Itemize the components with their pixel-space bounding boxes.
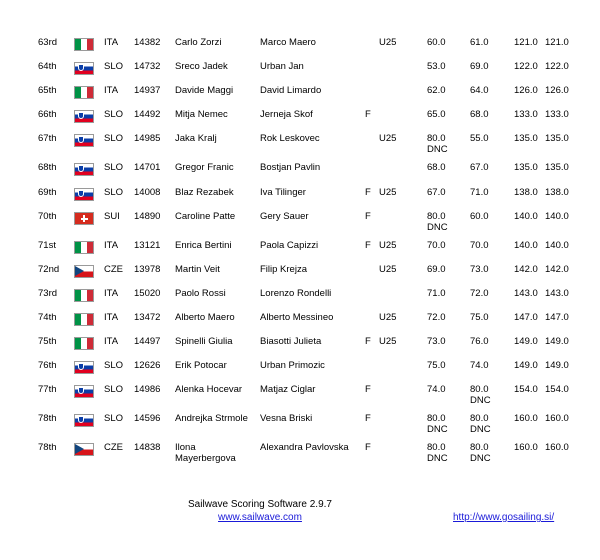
race2-score: 76.0 xyxy=(470,336,489,347)
race2-cell xyxy=(470,162,489,173)
nation-cell: SLO xyxy=(104,133,124,144)
sail-number-cell: 14008 xyxy=(134,187,161,198)
race2-score: 75.0 xyxy=(470,312,489,323)
crew-name-cell: Urban Jan xyxy=(260,61,304,72)
total-cell: 126.0 xyxy=(514,85,538,96)
total-cell: 160.0 xyxy=(514,413,538,424)
flag-cze-icon xyxy=(74,443,94,456)
rank-cell: 76th xyxy=(38,360,57,371)
result-row xyxy=(0,240,600,264)
helm-name-cell: Sreco Jadek xyxy=(175,61,228,72)
flag-ita-icon xyxy=(74,289,94,302)
flag-slo-icon xyxy=(74,414,94,427)
race1-score: 72.0 xyxy=(427,312,446,323)
result-row xyxy=(0,442,600,466)
sail-number-cell: 12626 xyxy=(134,360,161,371)
nation-cell: ITA xyxy=(104,85,119,96)
crew-name-cell: Marco Maero xyxy=(260,37,316,48)
flag-slo-icon xyxy=(74,62,94,75)
sex-cell: F xyxy=(365,187,371,198)
rank-cell: 71st xyxy=(38,240,56,251)
net-cell: 160.0 xyxy=(545,442,569,453)
nation-cell: SLO xyxy=(104,61,124,72)
category-cell: U25 xyxy=(379,312,397,323)
race1-score: 75.0 xyxy=(427,360,446,371)
total-cell: 140.0 xyxy=(514,211,538,222)
helm-name-cell: Carlo Zorzi xyxy=(175,37,222,48)
race1-score: 80.0 xyxy=(427,442,446,453)
race2-score: 68.0 xyxy=(470,109,489,120)
nation-cell: CZE xyxy=(104,264,123,275)
net-cell: 133.0 xyxy=(545,109,569,120)
nation-cell: SLO xyxy=(104,413,124,424)
total-cell: 149.0 xyxy=(514,336,538,347)
race1-cell xyxy=(427,360,446,371)
helm-name-cell: Davide Maggi xyxy=(175,85,234,96)
result-row xyxy=(0,211,600,235)
race2-cell xyxy=(470,312,489,323)
net-cell: 126.0 xyxy=(545,85,569,96)
race1-code: DNC xyxy=(427,222,448,233)
nation-cell: ITA xyxy=(104,37,119,48)
helm-name-cell: Erik Potocar xyxy=(175,360,227,371)
nation-cell: ITA xyxy=(104,336,119,347)
net-cell: 149.0 xyxy=(545,336,569,347)
total-cell: 122.0 xyxy=(514,61,538,72)
race1-score: 70.0 xyxy=(427,240,446,251)
total-cell: 135.0 xyxy=(514,162,538,173)
helm-name-cell: Martin Veit xyxy=(175,264,220,275)
result-row xyxy=(0,187,600,211)
rank-cell: 64th xyxy=(38,61,57,72)
race1-cell xyxy=(427,264,446,275)
nation-cell: ITA xyxy=(104,240,119,251)
helm-name-cell: Alenka Hocevar xyxy=(175,384,243,395)
race1-cell xyxy=(427,288,446,299)
total-cell: 149.0 xyxy=(514,360,538,371)
race2-cell xyxy=(470,85,489,96)
net-cell: 122.0 xyxy=(545,61,569,72)
race2-score: 61.0 xyxy=(470,37,489,48)
helm-name-cell: Mitja Nemec xyxy=(175,109,228,120)
race1-score: 73.0 xyxy=(427,336,446,347)
result-row xyxy=(0,312,600,336)
race1-code: DNC xyxy=(427,424,448,435)
race2-cell xyxy=(470,413,491,435)
rank-cell: 78th xyxy=(38,442,57,453)
race2-score: 80.0 xyxy=(470,442,489,453)
sail-number-cell: 15020 xyxy=(134,288,161,299)
race2-code: DNC xyxy=(470,424,491,435)
net-cell: 154.0 xyxy=(545,384,569,395)
race1-score: 62.0 xyxy=(427,85,446,96)
race2-score: 55.0 xyxy=(470,133,489,144)
flag-cze-icon xyxy=(74,265,94,278)
crew-name-cell: Alexandra Pavlovska xyxy=(260,442,349,453)
net-cell: 121.0 xyxy=(545,37,569,48)
race2-code: DNC xyxy=(470,453,491,464)
net-cell: 147.0 xyxy=(545,312,569,323)
sail-number-cell: 14497 xyxy=(134,336,161,347)
race1-score: 60.0 xyxy=(427,37,446,48)
net-cell: 160.0 xyxy=(545,413,569,424)
race2-score: 64.0 xyxy=(470,85,489,96)
nation-cell: SLO xyxy=(104,109,124,120)
sex-cell: F xyxy=(365,384,371,395)
sail-number-cell: 14985 xyxy=(134,133,161,144)
rank-cell: 67th xyxy=(38,133,57,144)
race2-cell xyxy=(470,211,489,222)
nation-cell: ITA xyxy=(104,312,119,323)
race2-cell xyxy=(470,336,489,347)
race2-score: 74.0 xyxy=(470,360,489,371)
race2-score: 60.0 xyxy=(470,211,489,222)
helm-name-cell: Paolo Rossi xyxy=(175,288,226,299)
race1-score: 74.0 xyxy=(427,384,446,395)
helm-name-cell: Spinelli Giulia xyxy=(175,336,233,347)
race2-cell xyxy=(470,109,489,120)
category-cell: U25 xyxy=(379,133,397,144)
rank-cell: 72nd xyxy=(38,264,60,275)
category-cell: U25 xyxy=(379,187,397,198)
sail-number-cell: 14492 xyxy=(134,109,161,120)
flag-ita-icon xyxy=(74,38,94,51)
rank-cell: 78th xyxy=(38,413,57,424)
sex-cell: F xyxy=(365,442,371,453)
race1-cell xyxy=(427,336,446,347)
result-row xyxy=(0,61,600,85)
crew-name-cell: Filip Krejza xyxy=(260,264,307,275)
race2-score: 80.0 xyxy=(470,413,489,424)
race1-score: 53.0 xyxy=(427,61,446,72)
rank-cell: 63rd xyxy=(38,37,58,48)
flag-ita-icon xyxy=(74,86,94,99)
race2-cell xyxy=(470,360,489,371)
total-cell: 147.0 xyxy=(514,312,538,323)
race2-score: 80.0 xyxy=(470,384,489,395)
race2-cell xyxy=(470,61,489,72)
flag-slo-icon xyxy=(74,385,94,398)
result-row xyxy=(0,133,600,157)
flag-slo-icon xyxy=(74,134,94,147)
sail-number-cell: 13978 xyxy=(134,264,161,275)
rank-cell: 69th xyxy=(38,187,57,198)
sex-cell: F xyxy=(365,211,371,222)
crew-name-cell: Jerneja Skof xyxy=(260,109,313,120)
race1-cell xyxy=(427,384,446,395)
sail-number-cell: 14838 xyxy=(134,442,161,453)
race2-cell xyxy=(470,442,491,464)
helm-name-cell: Alberto Maero xyxy=(175,312,235,323)
sail-number-cell: 14701 xyxy=(134,162,161,173)
sail-number-cell: 13472 xyxy=(134,312,161,323)
rank-cell: 65th xyxy=(38,85,57,96)
sailwave-link[interactable]: www.sailwave.com xyxy=(218,512,302,523)
race1-cell xyxy=(427,312,446,323)
race2-cell xyxy=(470,288,489,299)
result-row xyxy=(0,85,600,109)
total-cell: 140.0 xyxy=(514,240,538,251)
net-cell: 143.0 xyxy=(545,288,569,299)
race1-cell xyxy=(427,133,448,155)
helm-name-cell: Jaka Kralj xyxy=(175,133,217,144)
net-cell: 149.0 xyxy=(545,360,569,371)
race2-cell xyxy=(470,384,491,406)
category-cell: U25 xyxy=(379,37,397,48)
helm-name-cell: Gregor Franic xyxy=(175,162,234,173)
sex-cell: F xyxy=(365,336,371,347)
nation-cell: SLO xyxy=(104,360,124,371)
sail-number-cell: 14596 xyxy=(134,413,161,424)
race2-score: 73.0 xyxy=(470,264,489,275)
rank-cell: 66th xyxy=(38,109,57,120)
crew-name-cell: David Limardo xyxy=(260,85,322,96)
race1-score: 71.0 xyxy=(427,288,446,299)
flag-slo-icon xyxy=(74,361,94,374)
crew-name-cell: Paola Capizzi xyxy=(260,240,319,251)
nation-cell: ITA xyxy=(104,288,119,299)
race1-cell xyxy=(427,162,446,173)
net-cell: 140.0 xyxy=(545,240,569,251)
result-row xyxy=(0,37,600,61)
crew-name-cell: Iva Tilinger xyxy=(260,187,306,198)
crew-name-cell: Biasotti Julieta xyxy=(260,336,322,347)
result-row xyxy=(0,384,600,408)
result-row xyxy=(0,162,600,186)
category-cell: U25 xyxy=(379,240,397,251)
category-cell: U25 xyxy=(379,336,397,347)
race1-score: 80.0 xyxy=(427,133,446,144)
flag-ita-icon xyxy=(74,241,94,254)
result-row xyxy=(0,288,600,312)
category-cell: U25 xyxy=(379,264,397,275)
total-cell: 143.0 xyxy=(514,288,538,299)
sail-number-cell: 14890 xyxy=(134,211,161,222)
crew-name-cell: Alberto Messineo xyxy=(260,312,334,323)
crew-name-cell: Urban Primozic xyxy=(260,360,325,371)
race2-score: 69.0 xyxy=(470,61,489,72)
sex-cell: F xyxy=(365,109,371,120)
race2-score: 70.0 xyxy=(470,240,489,251)
crew-name-cell: Rok Leskovec xyxy=(260,133,320,144)
rank-cell: 73rd xyxy=(38,288,58,299)
nation-cell: SLO xyxy=(104,384,124,395)
race2-code: DNC xyxy=(470,395,491,406)
total-cell: 160.0 xyxy=(514,442,538,453)
result-row xyxy=(0,264,600,288)
net-cell: 140.0 xyxy=(545,211,569,222)
sail-number-cell: 14986 xyxy=(134,384,161,395)
race1-cell xyxy=(427,413,448,435)
race2-cell xyxy=(470,133,489,144)
race2-cell xyxy=(470,264,489,275)
software-credit: Sailwave Scoring Software 2.9.7 xyxy=(188,499,332,510)
net-cell: 138.0 xyxy=(545,187,569,198)
race1-cell xyxy=(427,442,448,464)
total-cell: 142.0 xyxy=(514,264,538,275)
crew-name-cell: Vesna Briski xyxy=(260,413,313,424)
helm-name-cell: Andrejka Strmole xyxy=(175,413,248,424)
sail-number-cell: 13121 xyxy=(134,240,161,251)
race2-score: 72.0 xyxy=(470,288,489,299)
sex-cell: F xyxy=(365,240,371,251)
race1-score: 68.0 xyxy=(427,162,446,173)
helm-name-cell: Ilona Mayerbergova xyxy=(175,442,236,464)
race1-score: 69.0 xyxy=(427,264,446,275)
nation-cell: SUI xyxy=(104,211,120,222)
race1-score: 65.0 xyxy=(427,109,446,120)
total-cell: 121.0 xyxy=(514,37,538,48)
race1-code: DNC xyxy=(427,453,448,464)
crew-name-cell: Bostjan Pavlin xyxy=(260,162,321,173)
race2-cell xyxy=(470,187,489,198)
race1-cell xyxy=(427,37,446,48)
nation-cell: CZE xyxy=(104,442,123,453)
total-cell: 135.0 xyxy=(514,133,538,144)
rank-cell: 75th xyxy=(38,336,57,347)
helm-name-cell: Blaz Rezabek xyxy=(175,187,234,198)
net-cell: 135.0 xyxy=(545,162,569,173)
sail-number-cell: 14382 xyxy=(134,37,161,48)
race1-score: 80.0 xyxy=(427,413,446,424)
helm-name-cell: Enrica Bertini xyxy=(175,240,232,251)
rank-cell: 77th xyxy=(38,384,57,395)
sex-cell: F xyxy=(365,413,371,424)
flag-slo-icon xyxy=(74,110,94,123)
rank-cell: 74th xyxy=(38,312,57,323)
flag-slo-icon xyxy=(74,188,94,201)
race1-score: 80.0 xyxy=(427,211,446,222)
race2-score: 71.0 xyxy=(470,187,489,198)
flag-ita-icon xyxy=(74,337,94,350)
crew-name-cell: Lorenzo Rondelli xyxy=(260,288,332,299)
race1-code: DNC xyxy=(427,144,448,155)
net-cell: 142.0 xyxy=(545,264,569,275)
helm-name-cell: Caroline Patte xyxy=(175,211,236,222)
nation-cell: SLO xyxy=(104,187,124,198)
sail-number-cell: 14937 xyxy=(134,85,161,96)
flag-ita-icon xyxy=(74,313,94,326)
race1-cell xyxy=(427,85,446,96)
result-row xyxy=(0,336,600,360)
gosailing-link[interactable]: http://www.gosailing.si/ xyxy=(453,512,555,523)
crew-name-cell: Matjaz Ciglar xyxy=(260,384,316,395)
rank-cell: 70th xyxy=(38,211,57,222)
rank-cell: 68th xyxy=(38,162,57,173)
net-cell: 135.0 xyxy=(545,133,569,144)
race2-cell xyxy=(470,240,489,251)
race2-cell xyxy=(470,37,489,48)
race2-score: 67.0 xyxy=(470,162,489,173)
race1-cell xyxy=(427,211,448,233)
race1-cell xyxy=(427,187,446,198)
race1-cell xyxy=(427,61,446,72)
total-cell: 133.0 xyxy=(514,109,538,120)
flag-slo-icon xyxy=(74,163,94,176)
race1-cell xyxy=(427,109,446,120)
total-cell: 138.0 xyxy=(514,187,538,198)
crew-name-cell: Gery Sauer xyxy=(260,211,309,222)
total-cell: 154.0 xyxy=(514,384,538,395)
flag-sui-icon xyxy=(74,212,94,225)
result-row xyxy=(0,360,600,384)
race1-score: 67.0 xyxy=(427,187,446,198)
nation-cell: SLO xyxy=(104,162,124,173)
sail-number-cell: 14732 xyxy=(134,61,161,72)
race1-cell xyxy=(427,240,446,251)
result-row xyxy=(0,413,600,437)
result-row xyxy=(0,109,600,133)
